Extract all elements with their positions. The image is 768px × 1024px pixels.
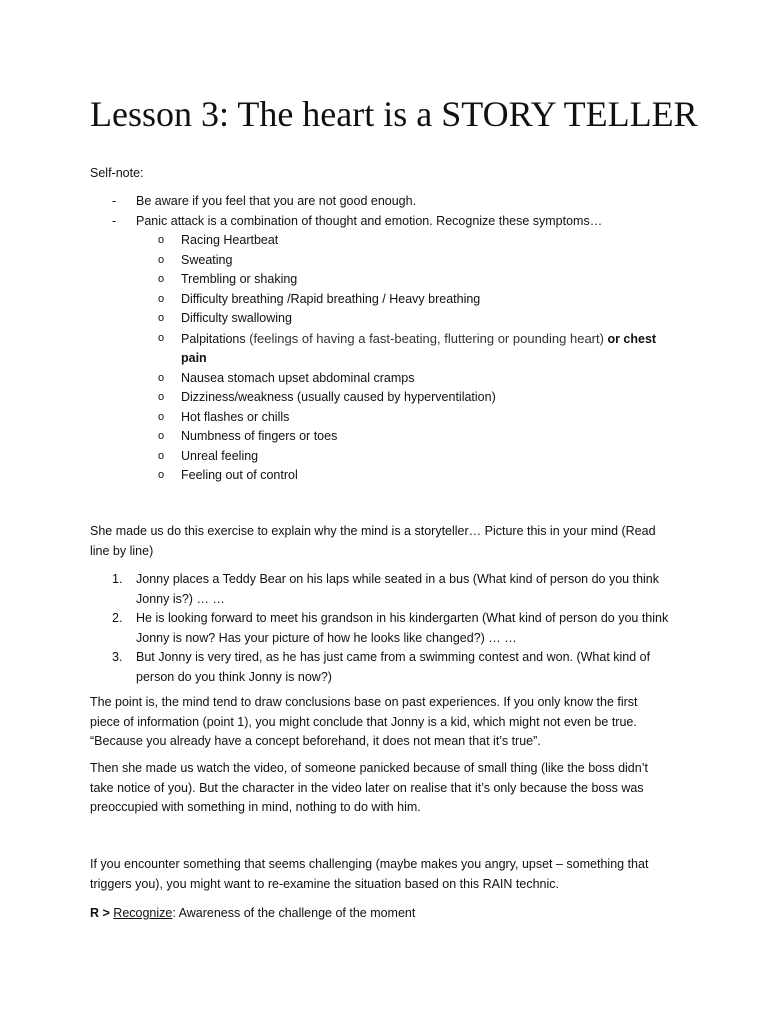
symptom-text: Unreal feeling [181,448,259,463]
bullet-marker: o [158,273,165,285]
rain-r-definition: : Awareness of the challenge of the moment [172,906,416,920]
symptom-text: Numbness of fingers or toes [181,429,338,443]
bullet-marker: o [158,410,165,423]
symptom-text: Difficulty breathing /Rapid breathing / Heavy breathing [181,291,481,306]
self-note-label: Self-note: [90,166,144,180]
symptom-text: Hot flashes or chills [181,409,290,424]
palpitations-note: (feelings of having a fast-beating, fluttering or pounding heart) [249,330,604,346]
bullet-marker: o [158,331,165,344]
exercise-step [90,609,670,648]
video-paragraph: Then she made us watch the video, of someone panicked because of small thing (like the boss didn’t take notice of you). But the character in the video later on realise that it’s only because the boss was preoccupied with something in mind, nothing to do with him. [90,761,648,814]
symptom-text: Feeling out of control [181,468,298,482]
symptom-list [136,231,690,486]
bullet-marker: o [158,391,165,403]
dash-marker: - [112,213,117,228]
exercise-step [90,648,670,687]
symptom-item [136,329,681,369]
symptom-text: Dizziness/weakness (usually caused by hyperventilation) [181,390,496,404]
note-item [90,192,690,212]
bullet-marker: o [158,469,165,481]
symptom-item [136,388,681,408]
bullet-marker: o [158,312,165,324]
symptom-item [136,447,681,467]
symptom-text: Trembling or shaking [181,272,298,286]
step-text: But Jonny is very tired, as he has just came from a swimming contest and won. (What kind of person do you think Jonny is now?) [136,650,651,684]
note-text: Panic attack is a combination of thought and emotion. Recognize these symptoms… [136,213,603,228]
symptom-item [136,466,681,486]
symptom-item [136,270,681,290]
self-note-list [90,192,690,486]
symptom-text: Sweating [181,252,233,267]
rain-r-term: Recognize [113,906,173,920]
bullet-marker: o [158,234,165,246]
exercise-steps [90,570,670,687]
symptom-item [136,369,681,389]
step-text: Jonny places a Teddy Bear on his laps while seated in a bus (What kind of person do you think Jonny is?) … … [136,572,659,606]
rain-recognize-line [90,904,665,924]
symptom-text: Palpitations [181,331,246,346]
bullet-marker: o [158,371,165,384]
rain-r-prefix: R > [90,906,110,920]
step-number: 1. [112,572,123,586]
symptom-item [136,408,681,428]
bullet-marker: o [158,253,165,266]
symptom-item [136,427,681,447]
exercise-intro: She made us do this exercise to explain why the mind is a storyteller… Picture this in your mind (Read line by line) [90,524,656,558]
symptom-item [136,290,681,310]
symptom-item [136,251,681,271]
note-item [90,212,690,486]
exercise-step [90,570,670,609]
bullet-marker: o [158,430,165,442]
symptom-text: Difficulty swallowing [181,311,292,325]
bullet-marker: o [158,449,165,462]
symptom-text: Racing Heartbeat [181,233,279,247]
palpitations-tail: or chest pain [181,331,657,365]
dash-marker: - [112,194,117,208]
rain-paragraph: If you encounter something that seems challenging (maybe makes you angry, upset – something that triggers you), you might want to re-examine the situation based on this RAIN technic. [90,857,649,891]
step-number: 3. [112,650,123,664]
symptom-text: Nausea stomach upset abdominal cramps [181,370,415,385]
symptom-item [136,309,681,329]
symptom-item [136,231,681,251]
note-text: Be aware if you feel that you are not good enough. [136,194,417,208]
step-text: He is looking forward to meet his grandson in his kindergarten (What kind of person do you think Jonny is now? Has your picture of how he looks like changed?) … … [136,611,669,645]
point-paragraph: The point is, the mind tend to draw conclusions base on past experiences. If you only know the first piece of information (point 1), you might conclude that Jonny is a kid, which might not even be true. “Because you already have a concept beforehand, it does not mean that it’s true”. [90,695,638,748]
page-title: Lesson 3: The heart is a STORY TELLER [90,94,698,134]
step-number: 2. [112,611,123,625]
bullet-marker: o [158,292,165,305]
